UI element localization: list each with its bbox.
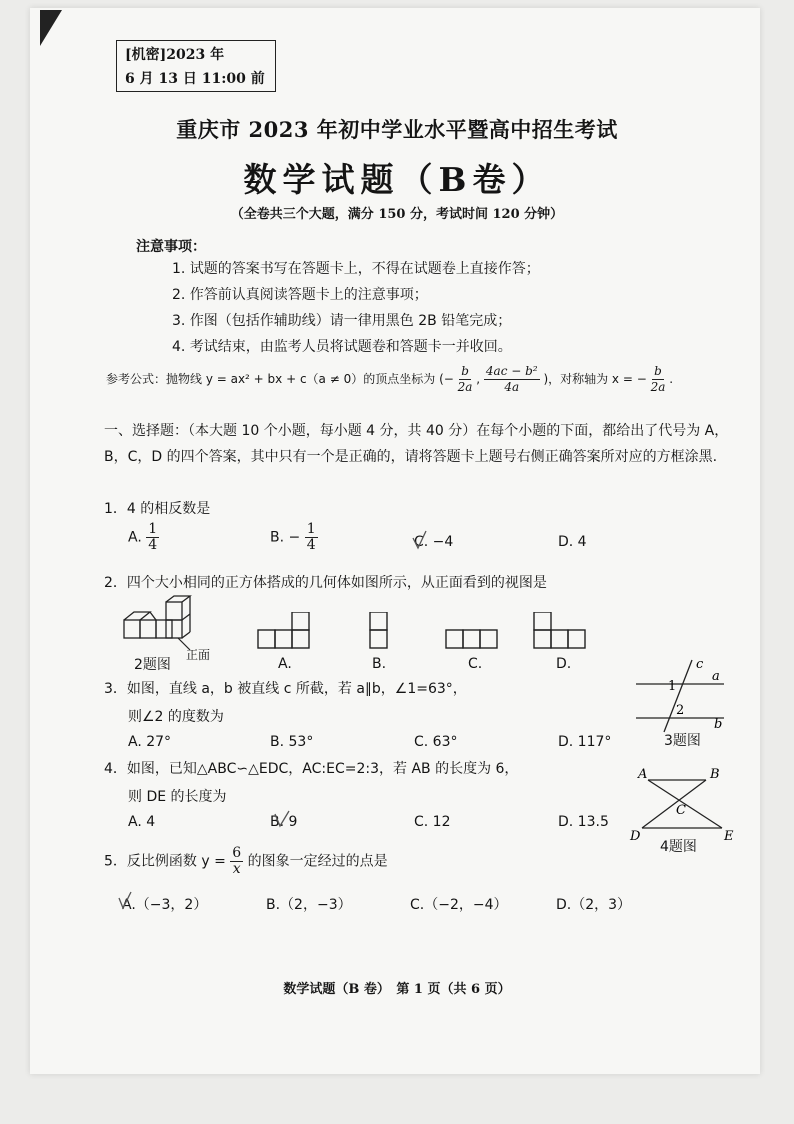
q5-stem — [104, 846, 388, 877]
q5-option-b: B.（2，−3） — [266, 897, 352, 913]
q2-option-d-view — [532, 612, 588, 652]
q5-option-a: A.（−3，2） — [122, 897, 208, 913]
secret-box — [116, 40, 276, 92]
axis-fraction — [651, 364, 666, 395]
q4-stem-2: 则 DE 的长度为 — [128, 789, 227, 805]
exam-note: （全卷共三个大题，满分 150 分，考试时间 120 分钟） — [230, 207, 564, 222]
q3-label-a: a — [712, 669, 720, 684]
axis-den: 2a — [650, 380, 666, 394]
formula-open: (− — [439, 372, 454, 386]
q4-option-a: A. 4 — [128, 814, 156, 830]
q1-a-fraction — [146, 522, 159, 553]
q3-figure-label: 3题图 — [664, 733, 701, 749]
folded-corner-icon — [40, 10, 62, 46]
secret-line-1: [机密]2023 年 — [125, 47, 225, 63]
q5-option-d: D.（2，3） — [556, 897, 632, 913]
q4-stem-1: 4．如图，已知△ABC∽△EDC，AC:EC=2:3，若 AB 的长度为 6， — [104, 761, 519, 777]
formula-lead: 参考公式：抛物线 y = ax² + bx + c（a ≠ 0）的顶点坐标为 — [106, 372, 436, 386]
check-mark-icon — [410, 528, 430, 552]
q5-option-c: C.（−2，−4） — [410, 897, 508, 913]
q3-angle-2: 2 — [676, 703, 685, 718]
secret-line-2: 6 月 13 日 11:00 前 — [125, 71, 265, 87]
q5-fraction — [230, 846, 243, 877]
q3-label-b: b — [714, 717, 723, 732]
formula-close: )，对称轴为 x = − — [543, 372, 647, 386]
q1-b-num: 1 — [306, 521, 316, 537]
q2-stem: 2．四个大小相同的正方体搭成的几何体如图所示，从正面看到的视图是 — [104, 575, 547, 591]
vertex-x-den: 2a — [457, 380, 473, 394]
q5-stem-tail: 的图象一定经过的点是 — [247, 853, 388, 870]
q5-stem-lead: 5．反比例函数 y = — [104, 853, 226, 870]
q4-label-c: C — [676, 803, 686, 818]
q3-label-c: c — [696, 657, 704, 672]
q3-stem-1: 3．如图，直线 a，b 被直线 c 所截，若 a∥b，∠1=63°， — [104, 681, 467, 697]
q4-label-a: A — [638, 767, 648, 782]
exam-title: 重庆市 2023 年初中学业水平暨高中招生考试 — [176, 117, 618, 142]
notice-item-4: 4. 考试结束，由监考人员将试题卷和答题卡一并收回。 — [172, 339, 512, 355]
notice-title: 注意事项： — [136, 239, 206, 255]
q4-option-c: C. 12 — [414, 814, 451, 830]
q4-option-b: B. 9 — [270, 814, 298, 830]
q3-angle-1: 1 — [668, 679, 677, 694]
q1-b-label: B. − — [270, 529, 301, 546]
q1-stem: 1．4 的相反数是 — [104, 501, 211, 517]
q5-frac-num: 6 — [232, 845, 242, 861]
vertex-y-num: 4ac − b² — [485, 364, 538, 378]
check-mark-icon-q5 — [116, 888, 134, 912]
q3-option-d: D. 117° — [558, 734, 612, 750]
check-mark-icon-q4 — [272, 808, 292, 830]
q1-a-label: A. — [128, 529, 142, 546]
q2-option-b: B. — [372, 656, 387, 672]
q1-a-num: 1 — [148, 521, 158, 537]
q4-label-e: E — [724, 829, 734, 842]
notice-item-3: 3. 作图（包括作辅助线）请一律用黑色 2B 铅笔完成； — [172, 313, 512, 329]
section1-intro: 一、选择题：（本大题 10 个小题，每小题 4 分，共 40 分）在每个小题的下面，都给出了代号为 A，B，C，D 的四个答案，其中只有一个是正确的，请将答题卡上题号右侧正确答案所对应的方框涂黑. — [104, 423, 729, 465]
q2-figure-label: 2题图 — [134, 657, 171, 673]
exam-subtitle: 数学试题（B卷） — [243, 160, 551, 199]
q4-label-b: B — [710, 767, 720, 782]
vertex-x-num: b — [461, 364, 469, 378]
q2-option-c-view — [444, 612, 500, 652]
vertex-y-fraction — [484, 364, 540, 395]
formula-comma: , — [476, 372, 481, 386]
q1-a-den: 4 — [148, 537, 158, 553]
q1-option-c: C. −4 — [414, 534, 454, 550]
q2-option-b-view — [368, 612, 390, 652]
q2-option-c: C. — [468, 656, 483, 672]
q1-option-b — [270, 522, 318, 553]
q3-option-b: B. 53° — [270, 734, 314, 750]
q2-figure-cubes — [118, 594, 228, 658]
page-footer: 数学试题（B 卷） 第 1 页（共 6 页） — [283, 982, 511, 997]
q3-option-c: C. 63° — [414, 734, 458, 750]
reference-formula — [106, 364, 746, 404]
axis-num: b — [654, 364, 662, 378]
q4-option-d: D. 13.5 — [558, 814, 609, 830]
vertex-y-den: 4a — [504, 380, 520, 394]
q3-option-a: A. 27° — [128, 734, 172, 750]
notice-item-2: 2. 作答前认真阅读答题卡上的注意事项； — [172, 287, 428, 303]
q2-option-a: A. — [278, 656, 292, 672]
q1-b-den: 4 — [306, 537, 316, 553]
q1-b-fraction — [305, 522, 318, 553]
q4-figure — [624, 762, 736, 842]
q5-frac-den: x — [232, 861, 241, 877]
q1-option-a — [128, 522, 159, 553]
formula-end: . — [669, 372, 674, 386]
vertex-x-fraction — [458, 364, 473, 395]
q2-front-label: 正面 — [186, 648, 211, 662]
q4-figure-label: 4题图 — [660, 839, 697, 855]
q1-option-d: D. 4 — [558, 534, 587, 550]
notice-item-1: 1. 试题的答案书写在答题卡上，不得在试题卷上直接作答； — [172, 261, 540, 277]
q2-option-a-view — [256, 612, 312, 652]
q2-option-d: D. — [556, 656, 572, 672]
q3-stem-2: 则∠2 的度数为 — [128, 709, 224, 725]
q3-figure — [628, 656, 732, 736]
q4-label-d: D — [630, 829, 641, 842]
